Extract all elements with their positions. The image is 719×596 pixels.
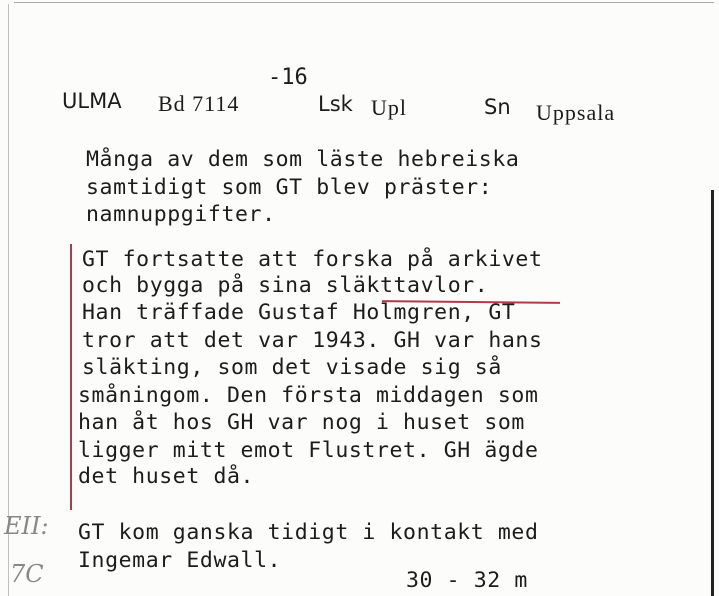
margin-note-code: 7C xyxy=(10,560,44,588)
text-line: han åt hos GH var nog i huset som xyxy=(78,410,525,435)
socken-value: Uppsala xyxy=(536,100,616,125)
card-right-edge xyxy=(711,190,714,596)
card-top-border xyxy=(14,2,714,3)
text-line: ligger mitt emot Flustret. GH ägde xyxy=(78,438,539,463)
text-line: och bygga på sina släkttavlor. xyxy=(82,273,489,298)
landskap-value: Upl xyxy=(371,95,407,120)
text-line: Många av dem som läste hebreiska xyxy=(86,147,520,172)
text-line: småningom. Den första middagen som xyxy=(78,383,539,408)
margin-note-classification: EII: xyxy=(4,512,49,540)
text-line: GT kom ganska tidigt i kontakt med xyxy=(78,520,539,545)
landskap-key: Lsk xyxy=(318,92,353,116)
text-line: släkting, som det visade sig så xyxy=(82,355,502,380)
text-line: Ingemar Edwall. xyxy=(78,548,282,573)
volume-label: Bd 7114 xyxy=(158,91,240,116)
page-range: 30 - 32 m xyxy=(406,568,528,593)
text-line: tror att det var 1943. GH var hans xyxy=(82,328,543,353)
text-line: det huset då. xyxy=(78,464,255,489)
red-margin-bar xyxy=(70,244,72,510)
text-line: samtidigt som GT blev präster: xyxy=(86,175,493,200)
text-line: GT fortsatte att forska på arkivet xyxy=(82,247,543,272)
socken-key: Sn xyxy=(484,95,511,119)
page-number: -16 xyxy=(268,65,308,90)
card-left-border xyxy=(8,4,9,596)
text-line: namnuppgifter. xyxy=(86,202,276,227)
archive-label: ULMA xyxy=(62,89,122,113)
text-line: Han träffade Gustaf Holmgren, GT xyxy=(82,300,516,325)
